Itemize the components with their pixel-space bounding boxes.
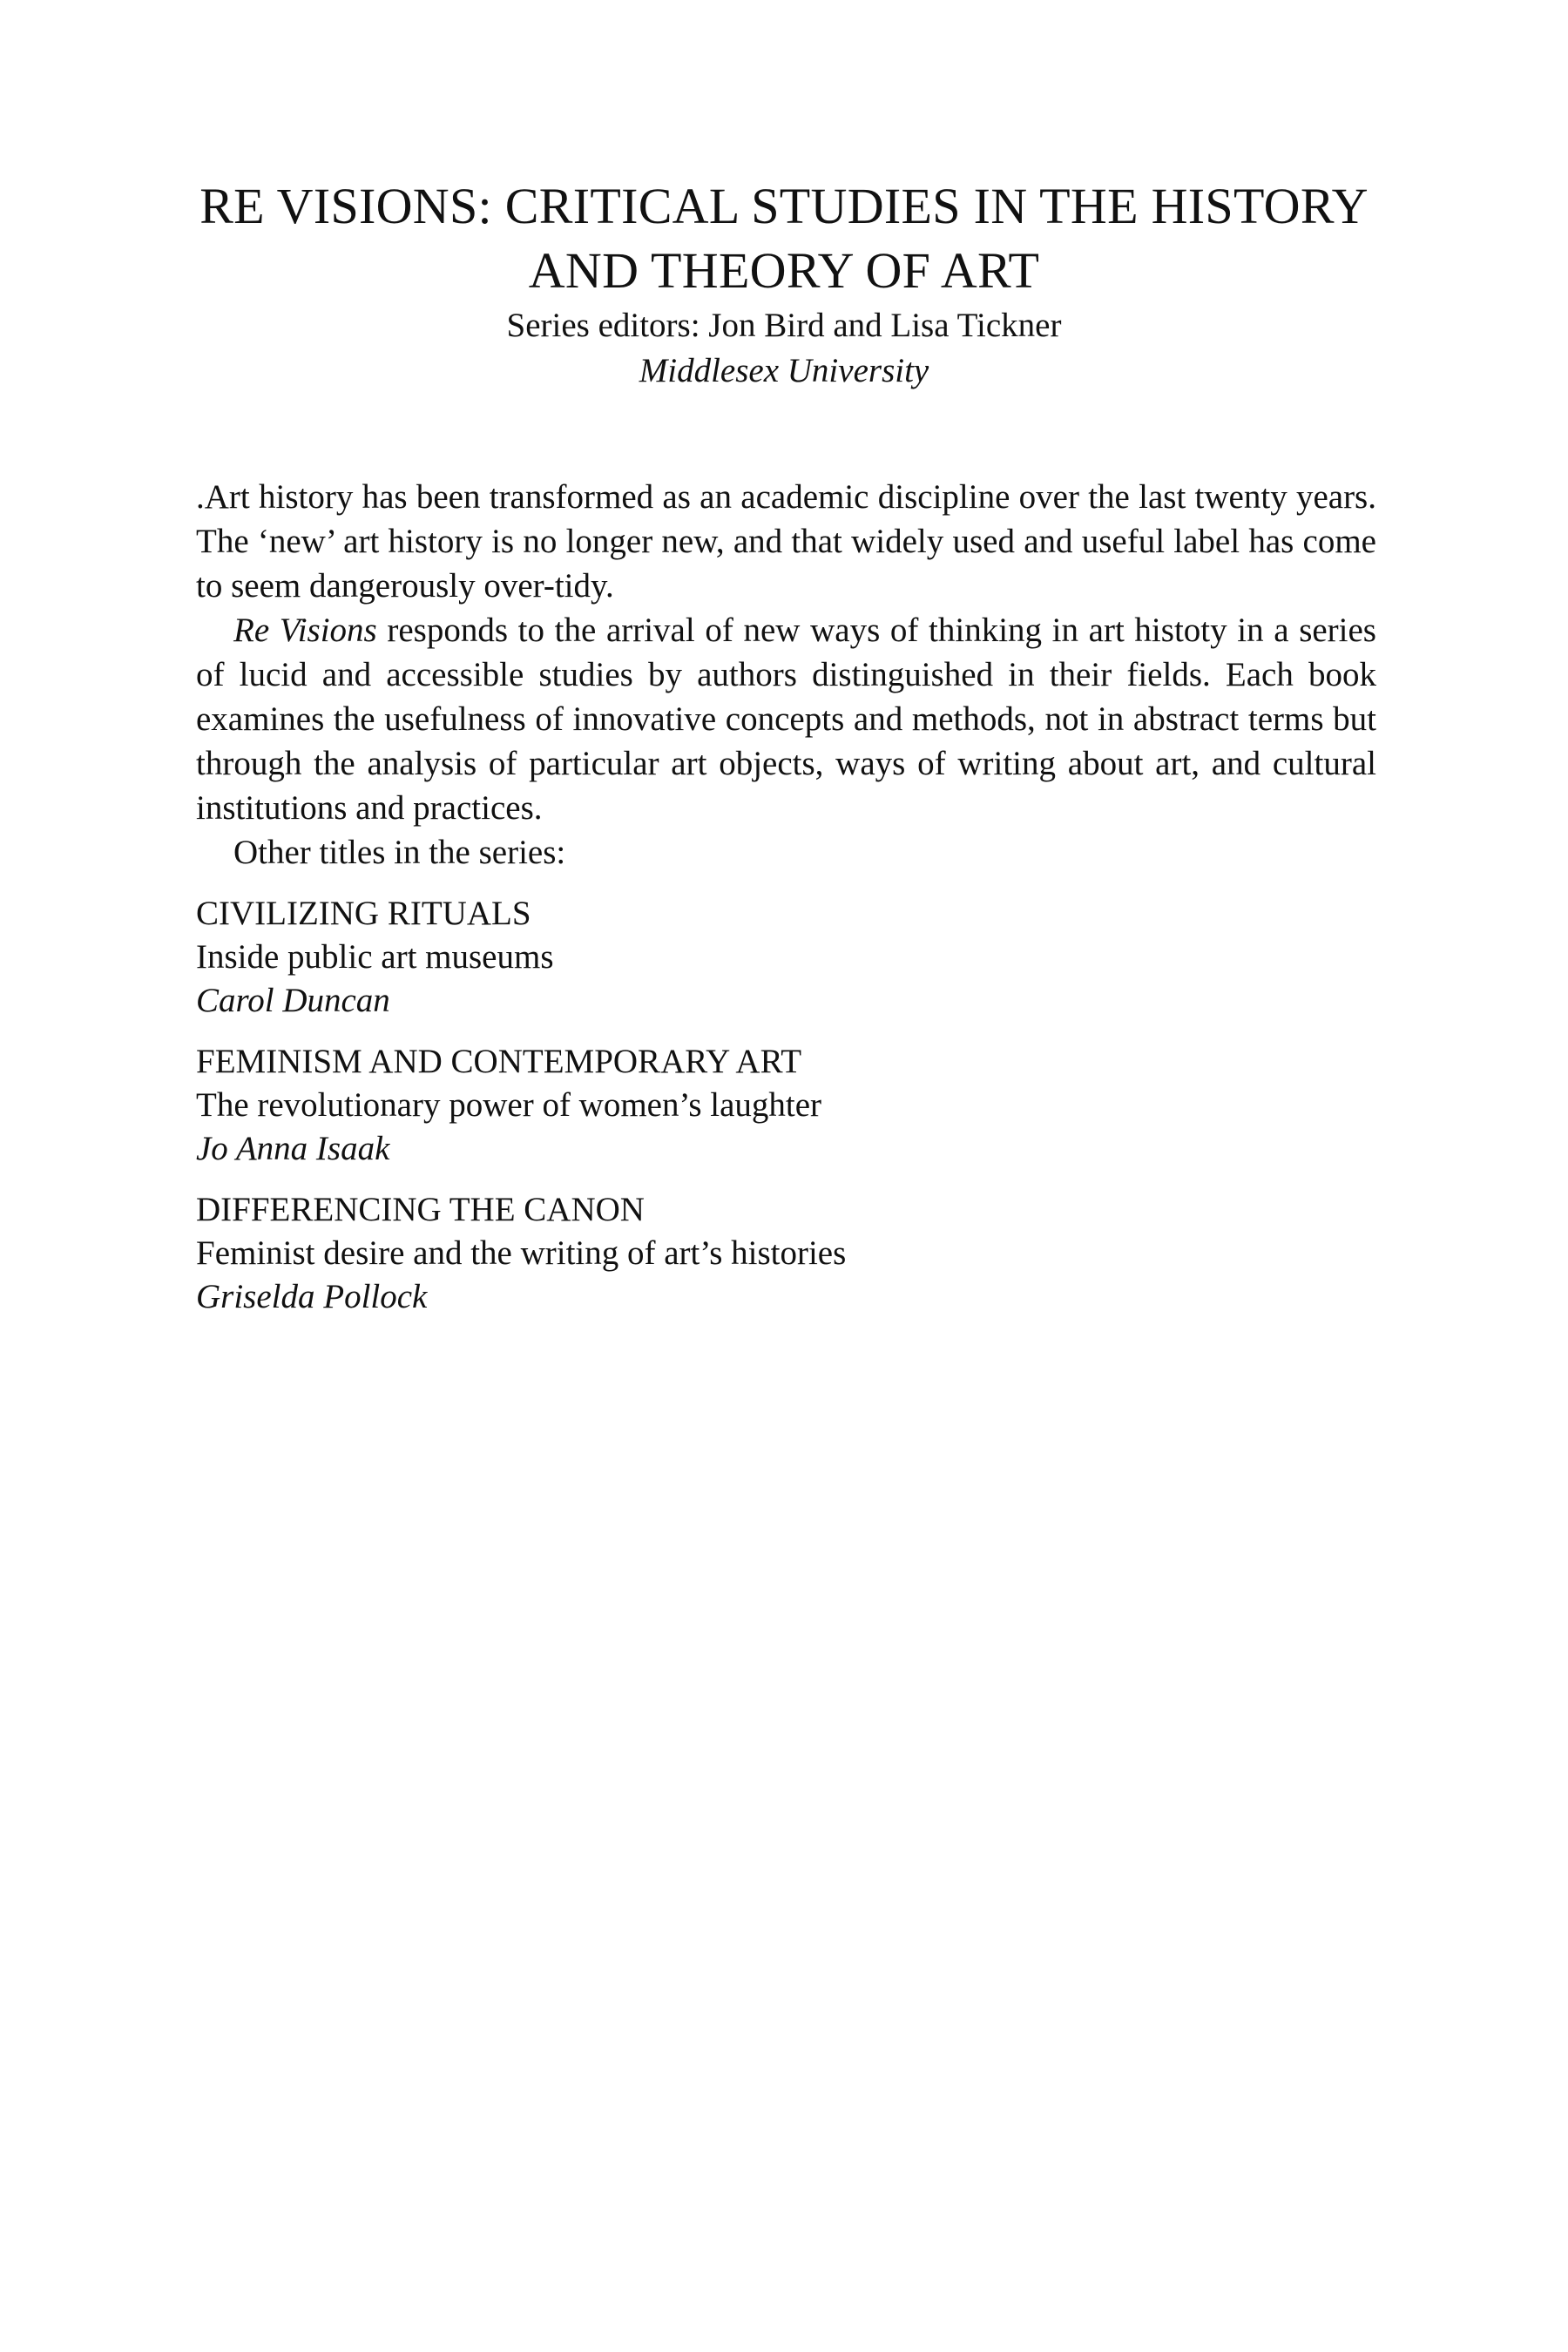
book-title: CIVILIZING RITUALS	[196, 895, 531, 932]
book-entry	[196, 1040, 1376, 1171]
intro-paragraph-2	[196, 608, 1376, 830]
series-editors: Series editors: Jon Bird and Lisa Tickner	[506, 307, 1062, 344]
series-title-line-1: RE VISIONS: CRITICAL STUDIES IN THE HISTORY	[199, 178, 1369, 234]
series-title-line-2: AND THEORY OF ART	[528, 242, 1040, 299]
intro-paragraph-1: .Art history has been transformed as an academic discipline over the last twenty years. The ‘new’ art history is no longer new, and that widely used and useful label has come to seem dangerously over-tidy.	[196, 478, 1376, 605]
book-author: Griselda Pollock	[196, 1278, 428, 1315]
book-subtitle: Feminist desire and the writing of art’s histories	[196, 1234, 847, 1272]
editors-affiliation: Middlesex University	[639, 352, 929, 389]
book-subtitle: Inside public art museums	[196, 938, 554, 976]
other-titles-label: Other titles in the series:	[233, 834, 566, 871]
book-subtitle: The revolutionary power of women’s laughter	[196, 1086, 822, 1124]
book-entry	[196, 1188, 1376, 1319]
book-author: Jo Anna Isaak	[196, 1130, 390, 1167]
book-title: DIFFERENCING THE CANON	[196, 1191, 645, 1228]
book-author: Carol Duncan	[196, 982, 390, 1019]
series-name-italic: Re Visions	[233, 612, 377, 649]
intro-paragraph-2-text: responds to the arrival of new ways of thinking in art histoty in a series of lucid and accessible studies by authors distinguished in their fields. Each book examines the usefulness of innovative concepts and methods, not in abstract terms but through the analysis of particular art objects, ways of writing about art, and cultural institutions and practices.	[196, 612, 1376, 827]
book-title: FEMINISM AND CONTEMPORARY ART	[196, 1043, 802, 1080]
series-description	[196, 475, 1376, 1336]
book-list	[196, 892, 1376, 1319]
book-entry	[196, 892, 1376, 1023]
series-header	[174, 174, 1394, 394]
